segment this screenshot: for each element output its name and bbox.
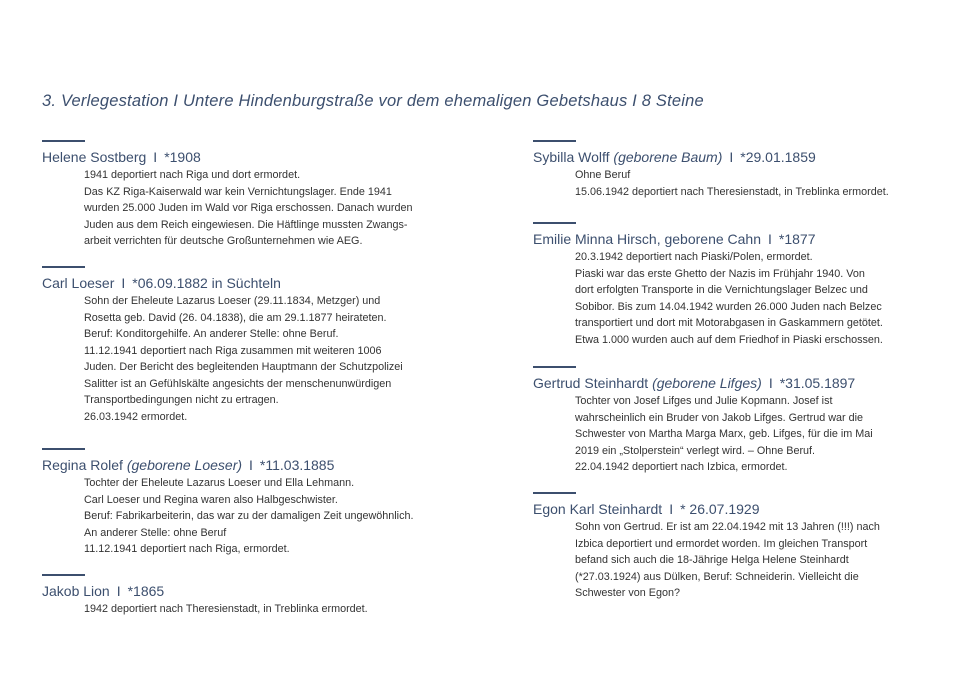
- biography: [84, 601, 462, 618]
- entry-divider: [42, 140, 85, 142]
- birth-date: *1865: [127, 583, 165, 599]
- biography-line: Sobibor. Bis zum 14.04.1942 wurden 26.000 Juden nach Belzec: [575, 300, 882, 313]
- birth-date: * 26.07.1929: [680, 501, 760, 517]
- biography-line: Tochter von Josef Lifges und Julie Kopmann. Josef ist: [575, 395, 833, 407]
- person-name: Carl Loeser: [42, 275, 115, 291]
- entry-divider: [42, 574, 85, 576]
- birth-date: *31.05.1897: [779, 375, 856, 391]
- biography-line: Transportbedingungen nicht zu ertragen.: [84, 394, 279, 406]
- biography-line: Tochter der Eheleute Lazarus Loeser und Ella Lehmann.: [84, 477, 355, 489]
- entry-divider: [533, 366, 576, 368]
- person-name-line: [42, 274, 462, 292]
- biography-line: Carl Loeser und Regina waren also Halbgeschwister.: [84, 493, 338, 506]
- person-name: Gertrud Steinhardt: [533, 375, 649, 391]
- biography-line: Ohne Beruf: [575, 169, 631, 181]
- biography-line: Sohn von Gertrud. Er ist am 22.04.1942 mit 13 Jahren (!!!) nach: [575, 521, 880, 533]
- memorial-entry: [533, 492, 933, 602]
- biography: [84, 293, 462, 425]
- birth-date: *1877: [778, 231, 816, 247]
- person-name-line: [533, 500, 933, 518]
- person-name-line: [533, 230, 933, 248]
- maiden-name: (geborene Baum): [613, 149, 723, 165]
- entry-divider: [42, 448, 85, 450]
- separator: I: [729, 149, 734, 165]
- person-name: Emilie Minna Hirsch, geborene Cahn: [533, 231, 761, 247]
- biography-line: 2019 ein „Stolperstein“ verlegt wird. – Ohne Beruf.: [575, 444, 816, 457]
- person-name: Sybilla Wolff: [533, 149, 610, 165]
- birth-date: *06.09.1882 in Süchteln: [132, 275, 281, 291]
- biography-line: An anderer Stelle: ohne Beruf: [84, 526, 227, 539]
- biography-line: Beruf: Fabrikarbeiterin, das war zu der damaligen Zeit ungewöhnlich.: [84, 510, 414, 522]
- separator: I: [153, 149, 158, 165]
- biography-line: Sohn der Eheleute Lazarus Loeser (29.11.1834, Metzger) und: [84, 295, 381, 307]
- memorial-entry: [533, 222, 933, 348]
- person-name-line: [42, 456, 462, 474]
- entry-divider: [533, 140, 576, 142]
- biography-line: Rosetta geb. David (26. 04.1838), die am 29.1.1877 heirateten.: [84, 311, 387, 324]
- person-name: Egon Karl Steinhardt: [533, 501, 663, 517]
- person-name: Helene Sostberg: [42, 149, 147, 165]
- biography-line: Schwester von Egon?: [575, 587, 681, 599]
- birth-date: *1908: [164, 149, 201, 165]
- person-name-line: [533, 148, 933, 166]
- biography-line: Das KZ Riga-Kaiserwald war kein Vernichtungslager. Ende 1941: [84, 185, 392, 198]
- biography-line: 1941 deportiert nach Riga und dort ermordet.: [84, 169, 301, 181]
- person-name-line: [533, 374, 933, 392]
- biography: [575, 393, 933, 476]
- maiden-name: (geborene Lifges): [652, 375, 762, 391]
- maiden-name: (geborene Loeser): [126, 457, 243, 473]
- person-name-line: [42, 582, 462, 600]
- biography-line: Etwa 1.000 wurden auch auf dem Friedhof in Piaski erschossen.: [575, 333, 883, 346]
- biography-line: 22.04.1942 deportiert nach Izbica, ermordet.: [575, 461, 788, 473]
- biography-line: 15.06.1942 deportiert nach Theresienstadt, in Treblinka ermordet.: [575, 185, 889, 198]
- biography-line: 11.12.1941 deportiert nach Riga, ermordet.: [84, 543, 290, 555]
- separator: I: [768, 375, 773, 391]
- biography-line: (*27.03.1924) aus Dülken, Beruf: Schneiderin. Vielleicht die: [575, 570, 859, 583]
- memorial-entry: [42, 266, 462, 425]
- section-heading: 3. Verlegestation I Untere Hindenburgstraße vor dem ehemaligen Gebetshaus I 8 Steine: [42, 92, 704, 110]
- biography-line: transportiert und dort mit Motorabgasen in Gaskammern getötet.: [575, 317, 883, 329]
- biography-line: Juden aus dem Reich eingewiesen. Die Häftlinge mussten Zwangs-: [84, 218, 408, 231]
- biography-line: wurden 25.000 Juden im Wald vor Riga erschossen. Danach wurden: [84, 202, 413, 214]
- biography-line: wahrscheinlich ein Bruder von Jakob Lifges. Gertrud war die: [575, 411, 864, 424]
- entry-divider: [533, 222, 576, 224]
- biography-line: 20.3.1942 deportiert nach Piaski/Polen, ermordet.: [575, 251, 813, 263]
- birth-date: *11.03.1885: [259, 457, 335, 473]
- person-name-line: [42, 148, 462, 166]
- biography: [575, 519, 933, 602]
- biography-line: Schwester von Martha Marga Marx, geb. Lifges, für die im Mai: [575, 428, 873, 440]
- biography-line: Juden. Der Bericht des begleitenden Hauptmann der Schutzpolizei: [84, 361, 403, 373]
- separator: I: [249, 457, 253, 473]
- biography: [84, 475, 462, 558]
- memorial-entry: [42, 574, 462, 618]
- biography-line: 11.12.1941 deportiert nach Riga zusammen mit weiteren 1006: [84, 344, 382, 357]
- person-name: Regina Rolef: [42, 457, 123, 473]
- biography-line: Piaski war das erste Ghetto der Nazis im Frühjahr 1940. Von: [575, 267, 865, 280]
- separator: I: [121, 275, 126, 291]
- separator: I: [669, 501, 674, 517]
- separator: I: [116, 583, 121, 599]
- memorial-entry: [533, 366, 933, 476]
- biography-line: befand sich auch die 18-Jährige Helga Helene Steinhardt: [575, 554, 849, 566]
- entry-divider: [42, 266, 85, 268]
- biography-line: arbeit verrichten für deutsche Großunternehmen wie AEG.: [84, 235, 363, 247]
- memorial-entry: [42, 448, 462, 558]
- biography-line: Izbica deportiert und ermordet worden. Im gleichen Transport: [575, 537, 868, 550]
- separator: I: [768, 231, 772, 247]
- memorial-entry: [42, 140, 462, 250]
- entry-divider: [533, 492, 576, 494]
- biography: [84, 167, 462, 250]
- biography-line: dort erfolgten Transporte in die Vernichtungslager Belzec und: [575, 284, 868, 296]
- biography-line: 1942 deportiert nach Theresienstadt, in Treblinka ermordet.: [84, 603, 368, 615]
- person-name: Jakob Lion: [42, 583, 110, 599]
- biography-line: Salitter ist an Gefühlskälte angesichts der menschenunwürdigen: [84, 377, 392, 390]
- biography: [575, 167, 933, 200]
- memorial-entry: [533, 140, 933, 200]
- biography-line: Beruf: Konditorgehilfe. An anderer Stelle: ohne Beruf.: [84, 328, 339, 340]
- birth-date: *29.01.1859: [740, 149, 816, 165]
- biography: [575, 249, 933, 348]
- biography-line: 26.03.1942 ermordet.: [84, 410, 188, 423]
